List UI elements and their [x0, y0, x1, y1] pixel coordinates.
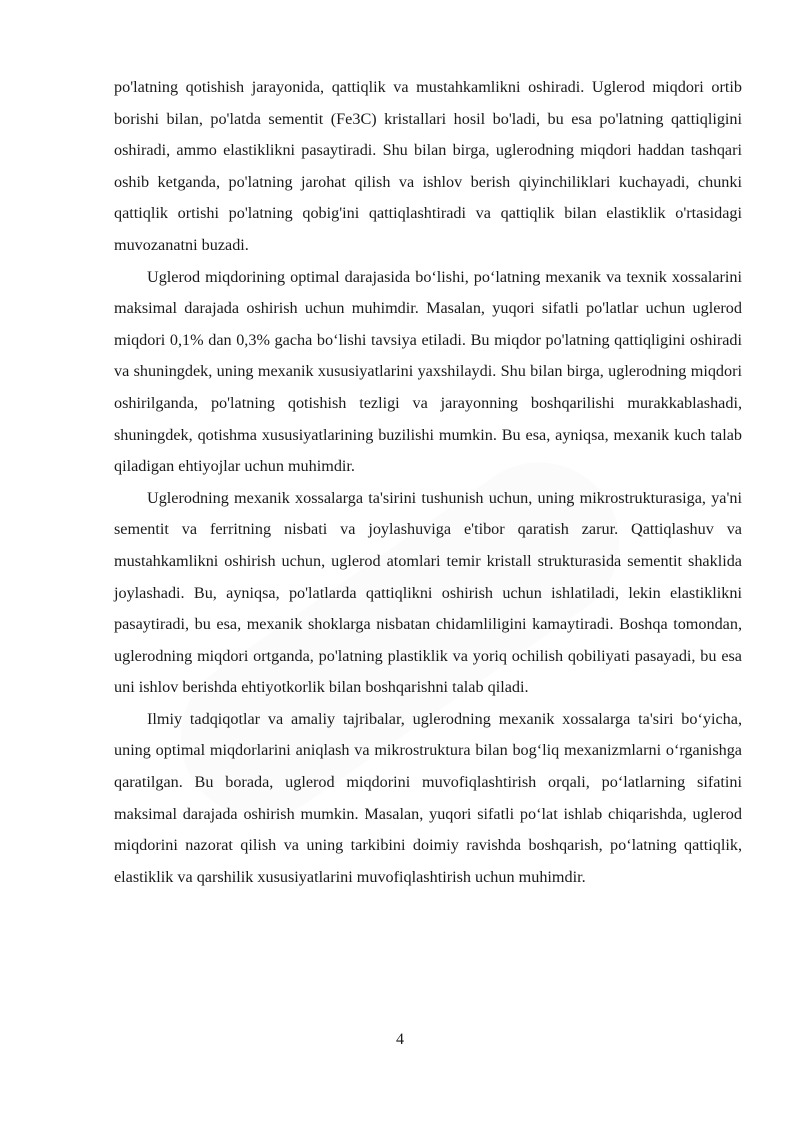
paragraph-research: Ilmiy tadqiqotlar va amaliy tajribalar, uglerodning mexanik xossalarga ta'siri bo‘yicha, uning optimal miqdorlarini aniqlash va mikrostruktura bilan bog‘liq mexanizmlarni o‘rganishga qaratilgan. Bu borada, uglerod miqdorini muvofiqlashtirish orqali, po‘latlarning sifatini maksimal darajada oshirish mumkin. Masalan, yuqori sifatli po‘lat ishlab chiqarishda, uglerod miqdorini nazorat qilish va uning tarkibini doimiy ravishda boshqarish, po‘latning qattiqlik, elastiklik va qarshilik xususiyatlarini muvofiqlashtirish uchun muhimdir.: [114, 709, 742, 886]
page-number: 4: [396, 1031, 404, 1048]
paragraph-continuation: po'latning qotishish jarayonida, qattiqlik va mustahkamlikni oshiradi. Uglerod miqdori ortib borishi bilan, po'latda sementit (Fe3C) kristallari hosil bo'ladi, bu esa po'latning qattiqligini oshiradi, ammo elastiklikni pasaytiradi. Shu bilan birga, uglerodning miqdori haddan tashqari oshib ketganda, po'latning jarohat qilish va ishlov berish qiyinchiliklari kuchayadi, chunki qattiqlik ortishi po'latning qobig'ini qattiqlashtiradi va qattiqlik bilan elastiklik o'rtasidagi muvozanatni buzadi.: [114, 78, 742, 254]
body-text: [114, 72, 742, 893]
paragraph-microstructure: Uglerodning mexanik xossalarga ta'sirini tushunish uchun, uning mikrostrukturasiga, ya'ni sementit va ferritning nisbati va joylashuviga e'tibor qaratish zarur. Qattiqlashuv va mustahkamlikni oshirish uchun, uglerod atomlari temir kristall strukturasida sementit shaklida joylashadi. Bu, ayniqsa, po'latlarda qattiqlikni oshirish uchun ishlatiladi, lekin elastiklikni pasaytiradi, bu esa, mexanik shoklarga nisbatan chidamliligini kamaytiradi. Boshqa tomondan, uglerodning miqdori ortganda, po'latning plastiklik va yoriq ochilish qobiliyati pasayadi, bu esa uni ishlov berishda ehtiyotkorlik bilan boshqarishni talab qiladi.: [114, 488, 742, 697]
paragraph-optimal-carbon: Uglerod miqdorining optimal darajasida bo‘lishi, po‘latning mexanik va texnik xossalarini maksimal darajada oshirish uchun muhimdir. Masalan, yuqori sifatli po'latlar uchun uglerod miqdori 0,1% dan 0,3% gacha bo‘lishi tavsiya etiladi. Bu miqdor po'latning qattiqligini oshiradi va shuningdek, uning mexanik xususiyatlarini yaxshilaydi. Shu bilan birga, uglerodning miqdori oshirilganda, po'latning qotishish tezligi va jarayonning boshqarilishi murakkablashadi, shuningdek, qotishma xususiyatlarining buzilishi mumkin. Bu esa, ayniqsa, mexanik kuch talab qiladigan ehtiyojlar uchun muhimdir.: [114, 267, 742, 476]
